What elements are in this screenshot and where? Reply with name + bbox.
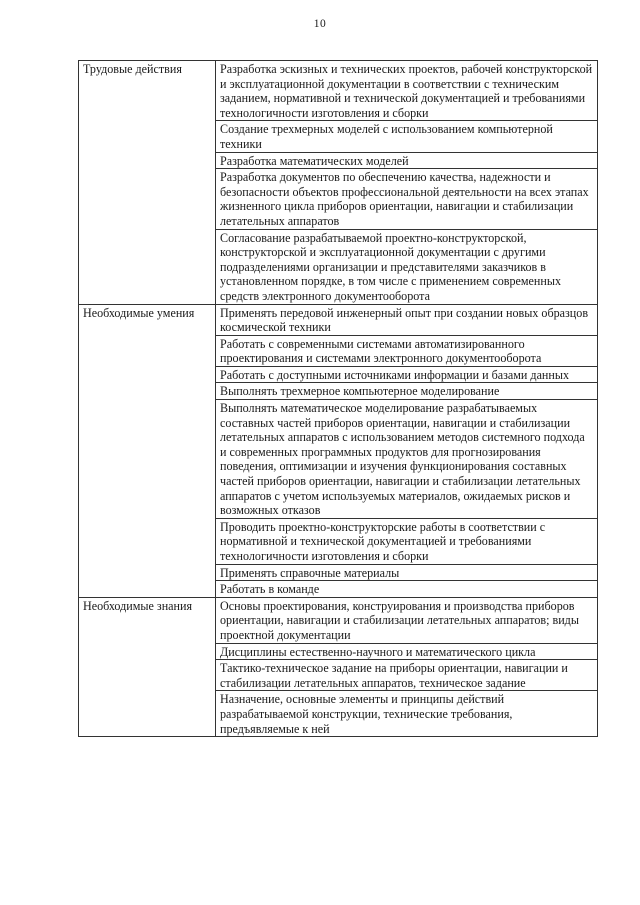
table-cell: Выполнять трехмерное компьютерное моделирование — [216, 383, 598, 400]
table-cell: Создание трехмерных моделей с использованием компьютерной техники — [216, 121, 598, 152]
table-cell: Применять справочные материалы — [216, 564, 598, 581]
table-cell: Назначение, основные элементы и принципы действий разрабатываемой конструкции, технические требования, предъявляемые к ней — [216, 691, 598, 737]
page-number: 10 — [313, 18, 327, 30]
table-cell: Работать с доступными источниками информации и базами данных — [216, 366, 598, 383]
section-label-required-knowledge: Необходимые знания — [79, 597, 216, 736]
table-row — [79, 597, 598, 643]
table-row — [79, 304, 598, 335]
table-cell: Основы проектирования, конструирования и производства приборов ориентации, навигации и стабилизации летательных аппаратов; виды проектной документации — [216, 597, 598, 643]
table-cell: Разработка математических моделей — [216, 152, 598, 169]
table-cell: Согласование разрабатываемой проектно-конструкторской, конструкторской и эксплуатационной документации с другими подразделениями организации и представителями заказчиков в установленном порядке, в том числе с применением современных средств электронного документооборота — [216, 229, 598, 304]
section-label-required-skills: Необходимые умения — [79, 304, 216, 597]
table-cell: Тактико-техническое задание на приборы ориентации, навигации и стабилизации летательных аппаратов, техническое задание — [216, 660, 598, 691]
table-cell: Проводить проектно-конструкторские работы в соответствии с нормативной и технической документацией и требованиями технологичности изготовления и сборки — [216, 518, 598, 564]
table-cell: Дисциплины естественно-научного и математического цикла — [216, 643, 598, 660]
table-cell: Работать в команде — [216, 581, 598, 598]
table-cell: Применять передовой инженерный опыт при создании новых образцов космической техники — [216, 304, 598, 335]
table-cell: Работать с современными системами автоматизированного проектирования и системами электронного документооборота — [216, 335, 598, 366]
table-cell: Выполнять математическое моделирование разрабатываемых составных частей приборов ориентации, навигации и стабилизации летательных аппаратов с использованием методов системного подхода и современных программных продуктов для прогнозирования поведения, оптимизации и изучения функционирования составных частей приборов ориентации, навигации и стабилизации летательных аппаратов с учетом используемых материалов, ожидаемых рисков и возможных отказов — [216, 400, 598, 519]
section-label-labor-actions: Трудовые действия — [79, 61, 216, 305]
requirements-table — [78, 60, 598, 737]
table-cell: Разработка документов по обеспечению качества, надежности и безопасности объектов профессиональной деятельности на всех этапах жизненного цикла приборов ориентации, навигации и стабилизации летательных аппаратов — [216, 169, 598, 229]
table-cell: Разработка эскизных и технических проектов, рабочей конструкторской и эксплуатационной документации в соответствии с техническим заданием, нормативной и технической документацией и требованиями технологичности изготовления и сборки — [216, 61, 598, 121]
table-row — [79, 61, 598, 121]
